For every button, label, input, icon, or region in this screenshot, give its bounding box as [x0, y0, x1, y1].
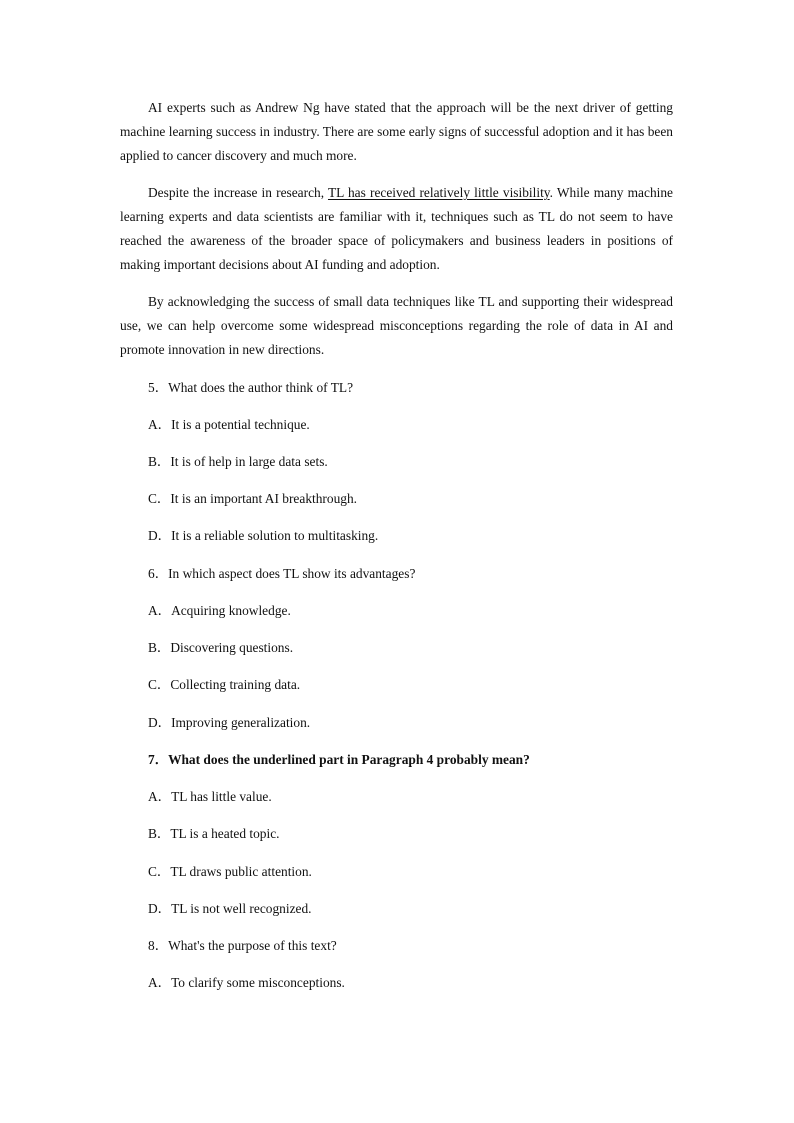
question-6-number: 6． — [148, 566, 169, 581]
option-letter: B． — [148, 640, 171, 655]
question-6-option-d — [148, 714, 310, 732]
question-5-option-d — [148, 527, 378, 545]
paragraph-2 — [120, 181, 673, 277]
option-letter: A． — [148, 603, 172, 618]
question-6-option-b — [148, 639, 293, 657]
option-text: Improving generalization. — [171, 715, 311, 730]
question-7-option-d — [148, 900, 312, 918]
question-6-option-a — [148, 602, 291, 620]
option-letter: C． — [148, 864, 171, 879]
option-letter: B． — [148, 826, 171, 841]
paragraph-1-text: AI experts such as Andrew Ng have stated that the approach will be the next driver of getting machine learning success in industry. There are some early signs of successful adoption and it has been applied to cancer discovery and much more. — [120, 100, 673, 163]
option-text: TL has little value. — [171, 789, 272, 804]
question-7-number: 7． — [148, 752, 169, 767]
question-8-number: 8． — [148, 938, 169, 953]
question-6-option-c — [148, 676, 300, 694]
option-text: Discovering questions. — [170, 640, 294, 655]
paragraph-2-before: Despite the increase in research, — [148, 185, 328, 200]
question-5-option-c — [148, 490, 357, 508]
option-letter: A． — [148, 975, 172, 990]
option-text: TL is not well recognized. — [171, 901, 312, 916]
question-7-option-a — [148, 788, 272, 806]
underlined-phrase: TL has received relatively little visibility — [327, 185, 550, 200]
option-text: It is a potential technique. — [171, 417, 310, 432]
option-letter: A． — [148, 417, 172, 432]
option-text: It is a reliable solution to multitasking. — [171, 528, 379, 543]
question-7 — [148, 751, 530, 769]
option-letter: D． — [148, 901, 172, 916]
option-letter: C． — [148, 677, 171, 692]
question-5-option-b — [148, 453, 328, 471]
question-5-number: 5． — [148, 380, 169, 395]
paragraph-3-text: By acknowledging the success of small data techniques like TL and supporting their widespread use, we can help overcome some widespread misconceptions regarding the role of data in AI and promote innovation in new directions. — [120, 294, 673, 357]
paragraph-2-after: . While many machine learning experts and data scientists are familiar with it, techniques such as TL do not seem to have reached the awareness of the broader space of policymakers and business leaders in positions of making important decisions about AI funding and adoption. — [120, 185, 673, 272]
option-text: Collecting training data. — [170, 677, 301, 692]
option-text: To clarify some misconceptions. — [171, 975, 345, 990]
question-5-prompt: What does the author think of TL? — [168, 380, 354, 395]
question-8 — [148, 937, 337, 955]
question-5-option-a — [148, 416, 310, 434]
option-text: TL draws public attention. — [170, 864, 312, 879]
option-text: Acquiring knowledge. — [171, 603, 291, 618]
question-8-prompt: What's the purpose of this text? — [168, 938, 337, 953]
option-text: TL is a heated topic. — [170, 826, 280, 841]
question-7-prompt: What does the underlined part in Paragraph 4 probably mean? — [168, 752, 530, 767]
option-letter: B． — [148, 454, 171, 469]
question-7-option-b — [148, 825, 280, 843]
option-letter: D． — [148, 715, 172, 730]
option-letter: D． — [148, 528, 172, 543]
option-text: It is of help in large data sets. — [170, 454, 328, 469]
paragraph-3 — [120, 290, 673, 362]
question-6 — [148, 565, 415, 583]
question-7-option-c — [148, 863, 312, 881]
question-6-prompt: In which aspect does TL show its advantages? — [168, 566, 416, 581]
option-letter: A． — [148, 789, 172, 804]
option-letter: C． — [148, 491, 171, 506]
option-text: It is an important AI breakthrough. — [170, 491, 358, 506]
paragraph-1 — [120, 96, 673, 168]
question-5 — [148, 379, 353, 397]
question-8-option-a — [148, 974, 345, 992]
